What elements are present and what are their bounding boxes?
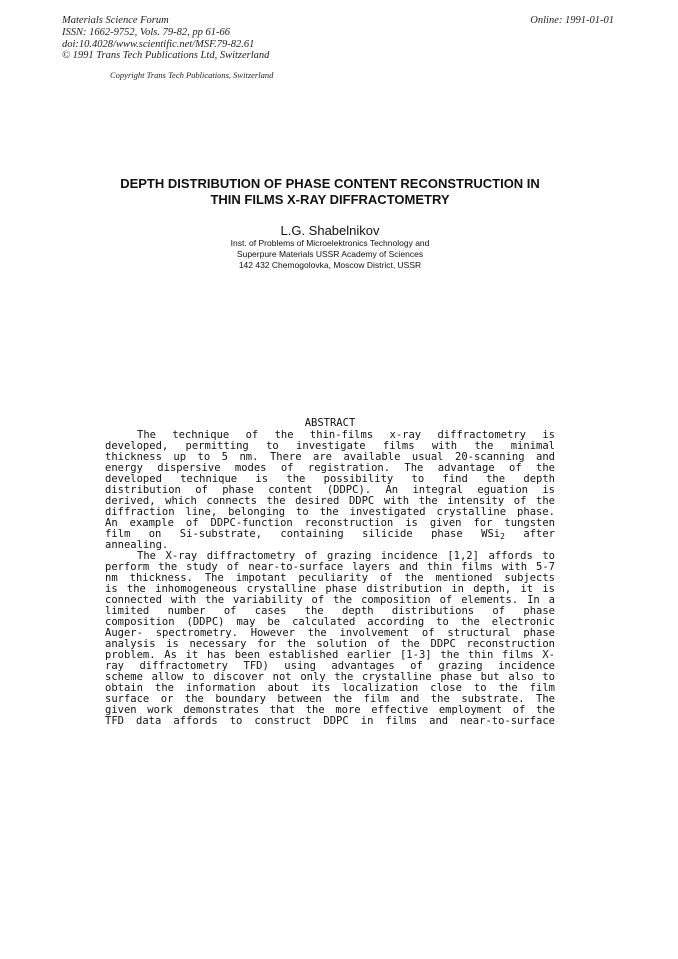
abstract-line	[105, 529, 555, 540]
intro-line: ray diffractometry TFD) using advantages of grazing incidence	[105, 661, 555, 672]
intro-line: nm thickness. The impotant peculiarity of the mentioned subjects	[105, 573, 555, 584]
copyright-line: © 1991 Trans Tech Publications Ltd, Switzerland	[62, 50, 270, 62]
intro-line: obtain the information about its localization close to the film	[105, 683, 555, 694]
affiliation-line: 142 432 Chemogolovka, Moscow District, USSR	[238, 260, 422, 270]
introduction-text	[105, 551, 555, 727]
abstract-line: annealing.	[105, 540, 169, 551]
intro-line: limited number of cases the depth distributions of phase	[105, 606, 555, 617]
abstract-line-text: film on Si-substrate, containing silicide phase WSi	[105, 529, 501, 540]
abstract-line: developed technique is the possibility to find the depth	[105, 474, 555, 485]
intro-line: perform the study of near-to-surface layers and thin films with 5-7	[105, 562, 555, 573]
abstract-line: developed, permitting to investigate films with the minimal	[105, 441, 555, 452]
intro-line: TFD data affords to construct DDPC in films and near-to-surface	[105, 716, 555, 727]
title-line: THIN FILMS X-RAY DIFFRACTOMETRY	[210, 192, 450, 207]
intro-line: The X-ray diffractometry of grazing incidence [1,2] affords to	[137, 551, 555, 562]
copyright-notice: Copyright Trans Tech Publications, Switzerland	[110, 70, 274, 80]
paper-body	[105, 418, 555, 727]
intro-line: given work demonstrates that the more effective employment of the	[105, 705, 555, 716]
intro-line: connected with the variability of the composition of elements. In a	[105, 595, 555, 606]
journal-name: Materials Science Forum	[62, 15, 169, 26]
intro-line: analysis is necessary for the solution of the DDPC reconstruction	[105, 639, 555, 650]
abstract-text	[105, 430, 555, 551]
subscript: 2	[500, 532, 505, 540]
online-date: Online: 1991-01-01	[530, 15, 614, 26]
affiliation-line: Superpure Materials USSR Academy of Sciences	[236, 249, 424, 259]
abstract-line: derived, which connects the desired DDPC with the intensity of the	[105, 496, 555, 507]
abstract-line: diffraction line, belonging to the investigated crystalline phase.	[105, 507, 555, 518]
abstract-line-text: after	[504, 529, 555, 540]
title-line: DEPTH DISTRIBUTION OF PHASE CONTENT RECONSTRUCTION IN	[120, 176, 540, 191]
intro-line: is the inhomogeneous crystalline phase distribution in depth, it is	[105, 584, 555, 595]
intro-line: problem. As it has been established earlier [1-3] the thin films X-	[105, 650, 555, 661]
intro-line: Auger- spectrometry. However the involvement of structural phase	[105, 628, 555, 639]
issn-line: ISSN: 1662-9752, Vols. 79-82, pp 61-66	[62, 26, 230, 38]
doi-line: doi:10.4028/www.scientific.net/MSF.79-82.61	[62, 38, 255, 50]
abstract-line: thickness up to 5 nm. There are available usual 20-scanning and	[105, 452, 555, 463]
intro-line: composition (DDPC) may be calculated according to the electronic	[105, 617, 555, 628]
abstract-line: An example of DDPC-function reconstruction is given for tungsten	[105, 518, 555, 529]
intro-line: surface or the boundary between the film and the substrate. The	[105, 694, 555, 705]
abstract-line: energy dispersive modes of registration. The advantage of the	[105, 463, 555, 474]
affiliation-line: Inst. of Problems of Microelektronics Technology and	[230, 238, 430, 248]
abstract-heading: ABSTRACT	[304, 417, 356, 429]
abstract-line: The technique of the thin-films x-ray diffractometry is	[137, 430, 555, 441]
intro-line: scheme allow to discover not only the crystalline phase but also to	[105, 672, 555, 683]
author-affiliation	[80, 238, 580, 271]
abstract-line: distribution of phase content (DDPC). An integral eguation is	[105, 485, 555, 496]
author-name: L.G. Shabelnikov	[280, 223, 380, 238]
paper-title	[80, 176, 580, 208]
